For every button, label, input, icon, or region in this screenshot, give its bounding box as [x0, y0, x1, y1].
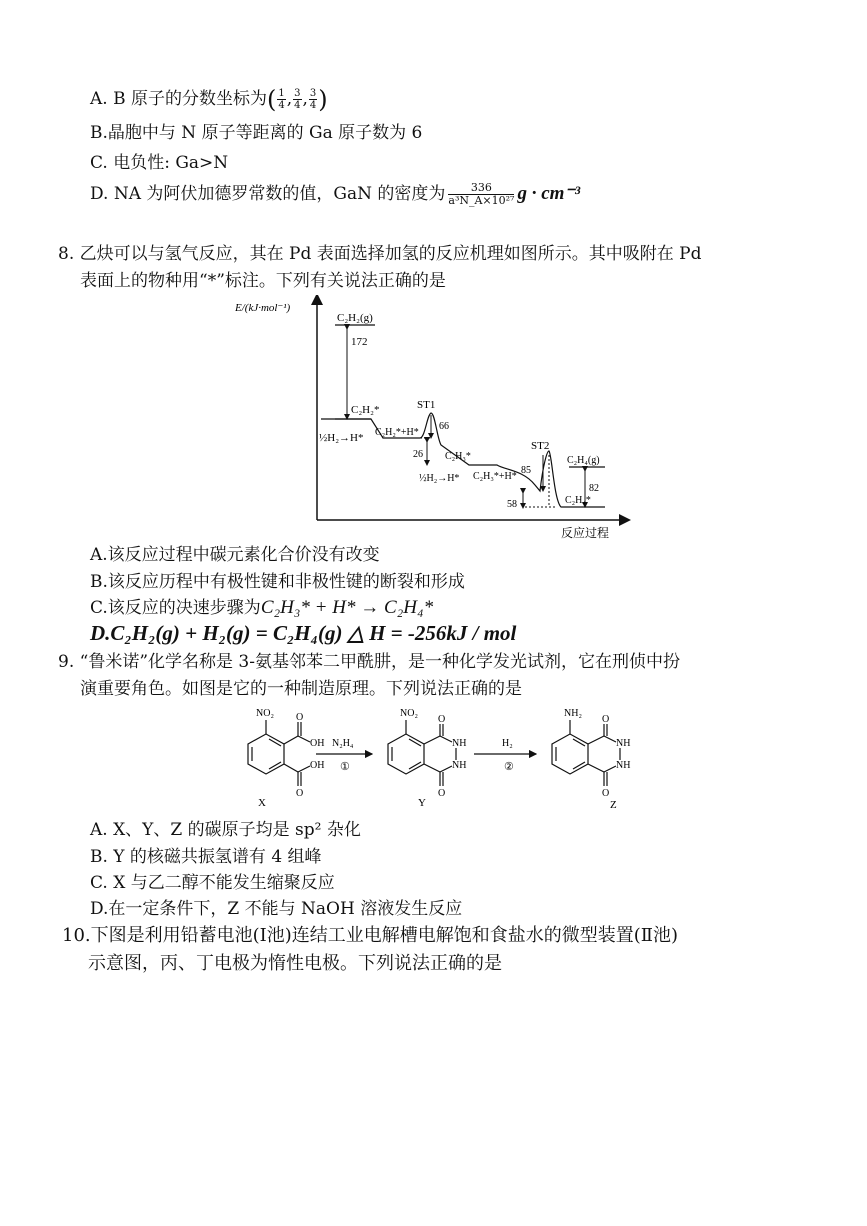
x-oh2: OH: [310, 760, 325, 771]
x-o2: O: [296, 788, 304, 799]
q8-option-c-text: C.该反应的决速步骤为: [90, 598, 261, 618]
label-82: 82: [589, 483, 599, 494]
density-fraction: $\frac{336}{\text{a³N\_A×10²⁷}}$: [448, 181, 515, 207]
label-st1: ST1: [417, 399, 436, 411]
frac-b: $\frac{3}{4}$: [294, 88, 301, 111]
label-66: 66: [439, 421, 449, 432]
synthesis-scheme: [220, 702, 650, 814]
y-o1: O: [438, 714, 446, 725]
z-nh2b: NH: [616, 760, 631, 771]
label-c2h2h: C₂H₂*+H*: [375, 427, 419, 438]
label-st2: ST2: [531, 440, 550, 452]
label-58: 58: [507, 499, 517, 510]
label-85: 85: [521, 465, 531, 476]
q10-stem-line1: 10.下图是利用铅蓄电池(Ⅰ池)连结工业电解槽电解饱和食盐水的微型装置(Ⅱ池): [62, 925, 679, 946]
y-no2: NO₂: [400, 708, 418, 719]
step1-number: ①: [340, 761, 350, 773]
q7-option-d-text: D. NA 为阿伏加德罗常数的值，GaN 的密度为: [90, 184, 446, 204]
frac-a: $\frac{1}{4}$: [278, 88, 285, 111]
label-c2h4s: C₂H₄*: [565, 495, 591, 506]
q8-option-a: A.该反应过程中碳元素化合价没有改变: [90, 545, 380, 565]
label-c2h3s: C₂H₃*: [445, 451, 471, 462]
q7-option-a: A. B 原子的分数坐标为( $\frac{1}{4}$ , $\frac{3}{4}$ , $\frac{3}{4}$ ): [90, 85, 328, 114]
label-c2h3h: C₂H₃*+H*: [473, 471, 517, 482]
q9-option-c: C. X 与乙二醇不能发生缩聚反应: [90, 873, 335, 893]
q8-stem-line1: 8. 乙炔可以与氢气反应，其在 Pd 表面选择加氢的反应机理如图所示。其中吸附在 Pd: [58, 244, 702, 264]
q8-stem-line2: 表面上的物种用“*”标注。下列有关说法正确的是: [80, 271, 446, 291]
q9-option-a: A. X、Y、Z 的碳原子均是 sp² 杂化: [90, 820, 361, 840]
label-c2h2s: C₂H₂*: [351, 404, 380, 416]
q9-stem-line1: 9. “鲁米诺”化学名称是 3-氨基邻苯二甲酰肼，是一种化学发光试剂，它在刑侦中扮: [58, 652, 680, 672]
molecule-y: [388, 720, 456, 786]
label-c2h4g: C₂H₄(g): [567, 455, 600, 466]
z-nh1: NH: [616, 738, 631, 749]
x-o1: O: [296, 712, 304, 723]
q8-option-c-equation: C₂H₃* + H* → C₂H₄*: [260, 597, 434, 618]
q7-option-c: C. 电负性: Ga>N: [90, 153, 229, 173]
label-x: X: [258, 797, 266, 809]
molecule-z: [552, 720, 620, 786]
q10-stem-line2: 示意图，丙、丁电极为惰性电极。下列说法正确的是: [88, 953, 502, 974]
x-oh1: OH: [310, 738, 325, 749]
label-172: 172: [351, 336, 368, 348]
q8-option-c: [90, 597, 433, 619]
z-o1: O: [602, 714, 610, 725]
y-o2: O: [438, 788, 446, 799]
q7-option-d: [90, 182, 580, 207]
molecule-x: [248, 720, 310, 786]
reagent-h2: H₂: [502, 738, 513, 749]
y-nh2: NH: [452, 760, 467, 771]
step2-number: ②: [504, 761, 514, 773]
frac-c: $\frac{3}{4}$: [309, 88, 317, 111]
label-26: 26: [413, 449, 423, 460]
label-step1: ½H₂→H*: [319, 432, 364, 444]
label-z: Z: [610, 799, 617, 811]
label-y: Y: [418, 797, 426, 809]
z-nh2: NH₂: [564, 708, 582, 719]
q8-option-d: D.C₂H₂(g) + H₂(g) = C₂H₄(g) △ H = -256kJ / mol: [90, 621, 517, 645]
q7-option-b: B.晶胞中与 N 原子等距离的 Ga 原子数为 6: [90, 123, 423, 143]
energy-diagram: [235, 295, 635, 545]
label-c2h2g: C₂H₂(g): [337, 312, 373, 324]
z-o2: O: [602, 788, 610, 799]
x-no2: NO₂: [256, 708, 274, 719]
q9-stem-line2: 演重要角色。如图是它的一种制造原理。下列说法正确的是: [80, 679, 522, 699]
reagent-n2h4: N₂H₄: [332, 738, 354, 749]
label-step2: ½H₂→H*: [419, 473, 460, 484]
q9-option-d: D.在一定条件下，Z 不能与 NaOH 溶液发生反应: [90, 899, 463, 919]
q7-option-a-text: A. B 原子的分数坐标为: [90, 89, 267, 109]
y-axis-label: E/(kJ·mol⁻¹): [235, 302, 291, 314]
y-nh1: NH: [452, 738, 467, 749]
density-unit: g · cm⁻³: [517, 183, 581, 204]
q9-option-b: B. Y 的核磁共振氢谱有 4 组峰: [90, 847, 322, 867]
x-axis-label: 反应过程: [561, 526, 610, 540]
q8-option-b: B.该反应历程中有极性键和非极性键的断裂和形成: [90, 572, 465, 592]
